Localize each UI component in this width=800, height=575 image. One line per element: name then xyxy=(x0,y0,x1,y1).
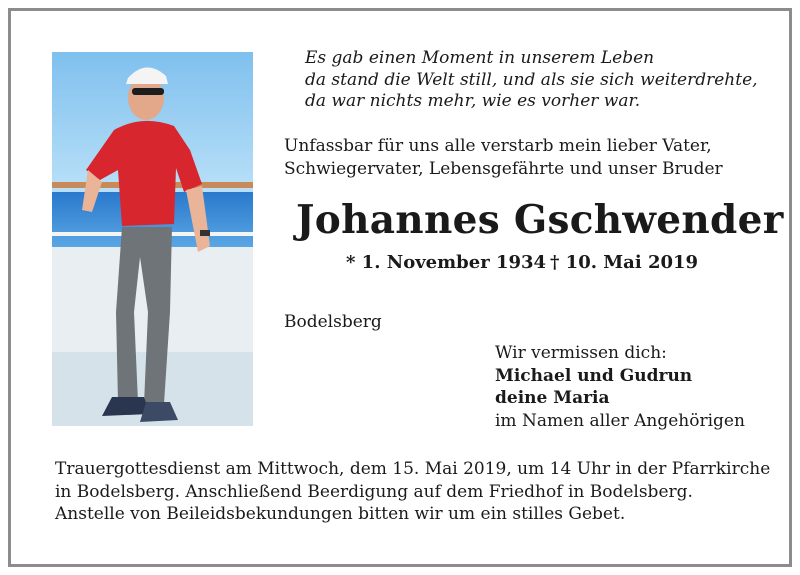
poem-line-3: da war nichts mehr, wie es vorher war. xyxy=(305,91,641,111)
intro-text xyxy=(284,135,723,181)
memorial-poem xyxy=(305,48,758,113)
intro-line-1: Unfassbar für uns alle verstarb mein lieber Vater, xyxy=(284,136,712,156)
birth-date: * 1. November 1934 xyxy=(346,252,547,273)
intro-line-2: Schwiegervater, Lebensgefährte und unser Bruder xyxy=(284,159,723,179)
mourners-block xyxy=(495,342,745,432)
portrait-photo xyxy=(52,52,253,426)
service-line-2: in Bodelsberg. Anschließend Beerdigung auf dem Friedhof in Bodelsberg. xyxy=(55,481,693,502)
mourners-closing: im Namen aller Angehörigen xyxy=(495,410,745,431)
service-line-1: Trauergottesdienst am Mittwoch, dem 15. Mai 2019, um 14 Uhr in der Pfarrkirche xyxy=(55,459,771,479)
poem-line-2: da stand die Welt still, und als sie sich weiterdrehte, xyxy=(305,69,758,90)
deceased-name: Johannes Gschwender xyxy=(296,197,784,243)
death-date: † 10. Mai 2019 xyxy=(550,252,699,273)
mourner-name-1: Michael und Gudrun xyxy=(495,365,693,386)
service-line-3: Anstelle von Beileidsbekundungen bitten wir um ein stilles Gebet. xyxy=(55,504,626,524)
mourners-heading: Wir vermissen dich: xyxy=(495,343,667,363)
poem-line-1: Es gab einen Moment in unserem Leben xyxy=(305,48,655,68)
place-name: Bodelsberg xyxy=(284,312,382,332)
mourner-name-2: deine Maria xyxy=(495,388,610,408)
service-info xyxy=(55,458,770,526)
